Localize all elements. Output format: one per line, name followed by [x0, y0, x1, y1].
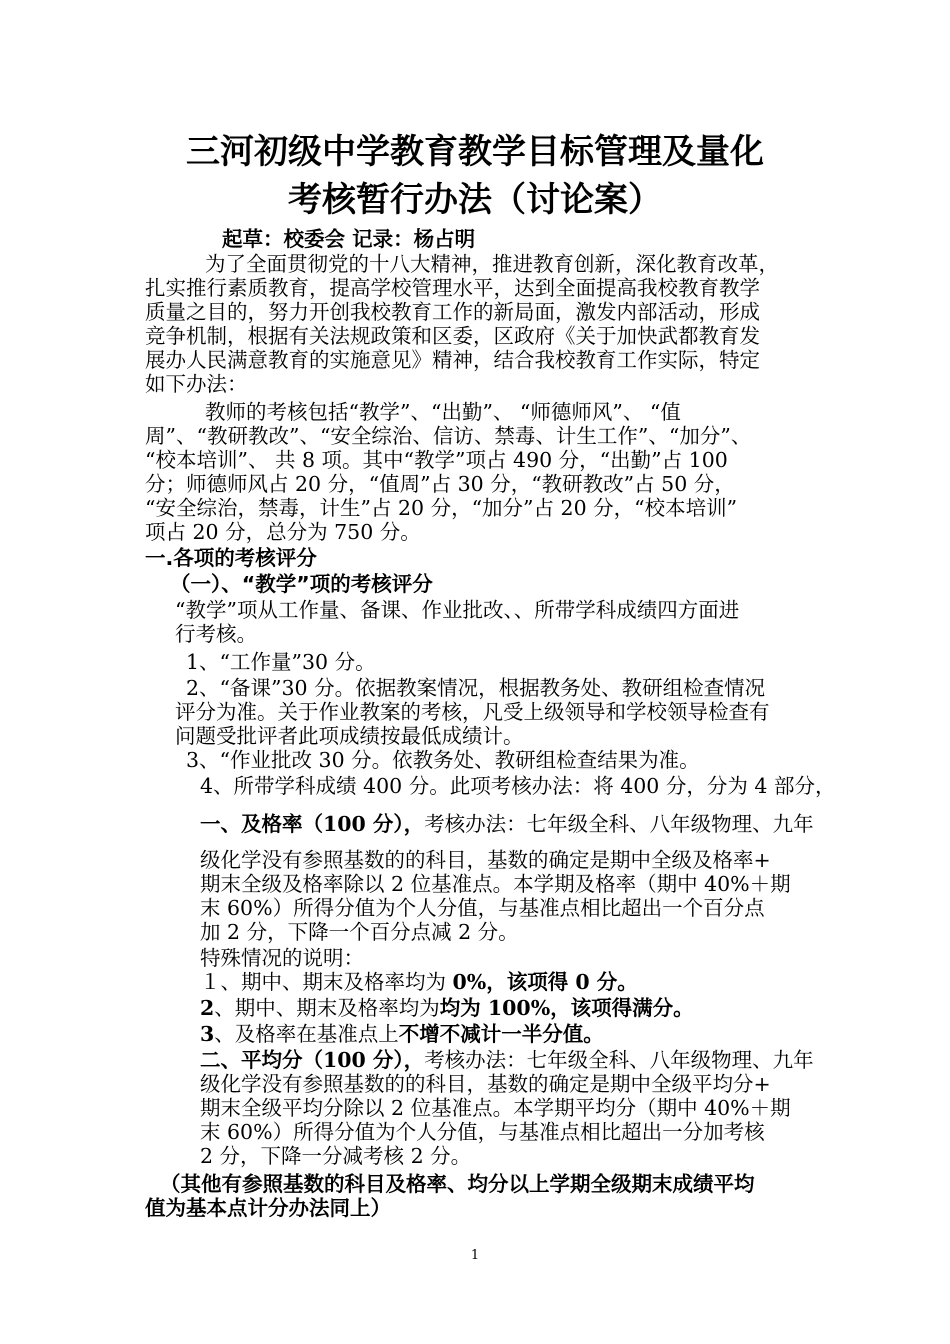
document-title-line2: 考核暂行办法（讨论案） — [288, 180, 662, 220]
special-case-item: 2、期中、期末及格率均为均为 100%，该项得满分。 — [200, 996, 694, 1020]
note-line: 值为基本点计分办法同上） — [145, 1196, 391, 1220]
average-score-line: 末 60%）所得分值为个人分值，与基准点相比超出一分加考核 — [200, 1120, 765, 1144]
item-lesson-prep-line: 问题受批评者此项成绩按最低成绩计。 — [175, 724, 524, 748]
teaching-desc-line: 行考核。 — [175, 622, 257, 646]
special-cases-title: 特殊情况的说明： — [200, 946, 364, 970]
items-line: “安全综治，禁毒，计生”占 20 分，“加分”占 20 分，“校本培训” — [145, 496, 738, 520]
item-subject-score: 4、所带学科成绩 400 分。此项考核办法：将 400 分，分为 4 部分， — [200, 774, 836, 798]
intro-line: 为了全面贯彻党的十八大精神，推进教育创新，深化教育改革， — [205, 252, 779, 276]
intro-line: 竞争机制，根据有关法规政策和区委，区政府《关于加快武都教育发 — [145, 324, 760, 348]
intro-line: 质量之目的，努力开创我校教育工作的新局面，激发内部活动，形成 — [145, 300, 760, 324]
average-score-line: 期末全级平均分除以 2 位基准点。本学期平均分（期中 40%＋期 — [200, 1096, 791, 1120]
items-line: 教师的考核包括“教学”、“出勤”、 “师德师风”、 “值 — [205, 400, 681, 424]
item-workload: 1、“工作量”30 分。 — [186, 650, 376, 674]
average-score-line: 2 分，下降一分减考核 2 分。 — [200, 1144, 472, 1168]
pass-rate-line: 级化学没有参照基数的的科目，基数的确定是期中全级及格率+ — [200, 848, 771, 872]
special-case-item: １、期中、期末及格率均为 0%，该项得 0 分。 — [200, 970, 638, 994]
byline: 起草：校委会 记录：杨占明 — [222, 227, 476, 251]
intro-line: 展办人民满意教育的实施意见》精神，结合我校教育工作实际，特定 — [145, 348, 760, 372]
note-line: （其他有参照基数的科目及格率、均分以上学期全级期末成绩平均 — [160, 1172, 755, 1196]
pass-rate-line: 期末全级及格率除以 2 位基准点。本学期及格率（期中 40%＋期 — [200, 872, 791, 896]
average-score-line: 级化学没有参照基数的的科目，基数的确定是期中全级平均分+ — [200, 1072, 771, 1096]
average-score-label: 二、平均分（100 分）， — [200, 1048, 425, 1072]
pass-rate-method: 考核办法：七年级全科、八年级物理、九年 — [424, 812, 814, 836]
teaching-desc-line: “教学”项从工作量、备课、作业批改、、所带学科成绩四方面进 — [175, 598, 740, 622]
average-score-heading — [200, 1048, 814, 1072]
pass-rate-heading — [200, 812, 814, 836]
items-line: “校本培训”、 共 8 项。其中“教学”项占 490 分，“出勤”占 100 — [145, 448, 728, 472]
items-line: 分；师德师风占 20 分，“值周”占 30 分，“教研教改”占 50 分， — [145, 472, 735, 496]
subsection-heading: （一）、“教学”项的考核评分 — [170, 572, 433, 596]
average-score-method: 考核办法：七年级全科、八年级物理、九年 — [424, 1048, 814, 1072]
item-homework: 3、“作业批改 30 分。依教务处、教研组检查结果为准。 — [186, 748, 700, 772]
pass-rate-label: 一、及格率（100 分）， — [200, 812, 425, 836]
pass-rate-line: 末 60%）所得分值为个人分值，与基准点相比超出一个百分点 — [200, 896, 765, 920]
item-lesson-prep-line: 2、“备课”30 分。依据教案情况，根据教务处、教研组检查情况 — [186, 676, 766, 700]
items-line: 项占 20 分，总分为 750 分。 — [145, 520, 421, 544]
item-lesson-prep-line: 评分为准。关于作业教案的考核，凡受上级领导和学校领导检查有 — [175, 700, 770, 724]
pass-rate-line: 加 2 分，下降一个百分点减 2 分。 — [200, 920, 519, 944]
special-case-item: 3、及格率在基准点上不增不减计一半分值。 — [200, 1022, 604, 1046]
intro-line: 扎实推行素质教育，提高学校管理水平，达到全面提高我校教育教学 — [145, 276, 760, 300]
intro-line: 如下办法： — [145, 372, 248, 396]
page-number: 1 — [470, 1248, 480, 1263]
section-heading: 一.各项的考核评分 — [145, 546, 317, 570]
items-line: 周”、“教研教改”、“安全综治、信访、禁毒、计生工作”、“加分”、 — [145, 424, 752, 448]
document-title-line1: 三河初级中学教育教学目标管理及量化 — [186, 132, 764, 172]
